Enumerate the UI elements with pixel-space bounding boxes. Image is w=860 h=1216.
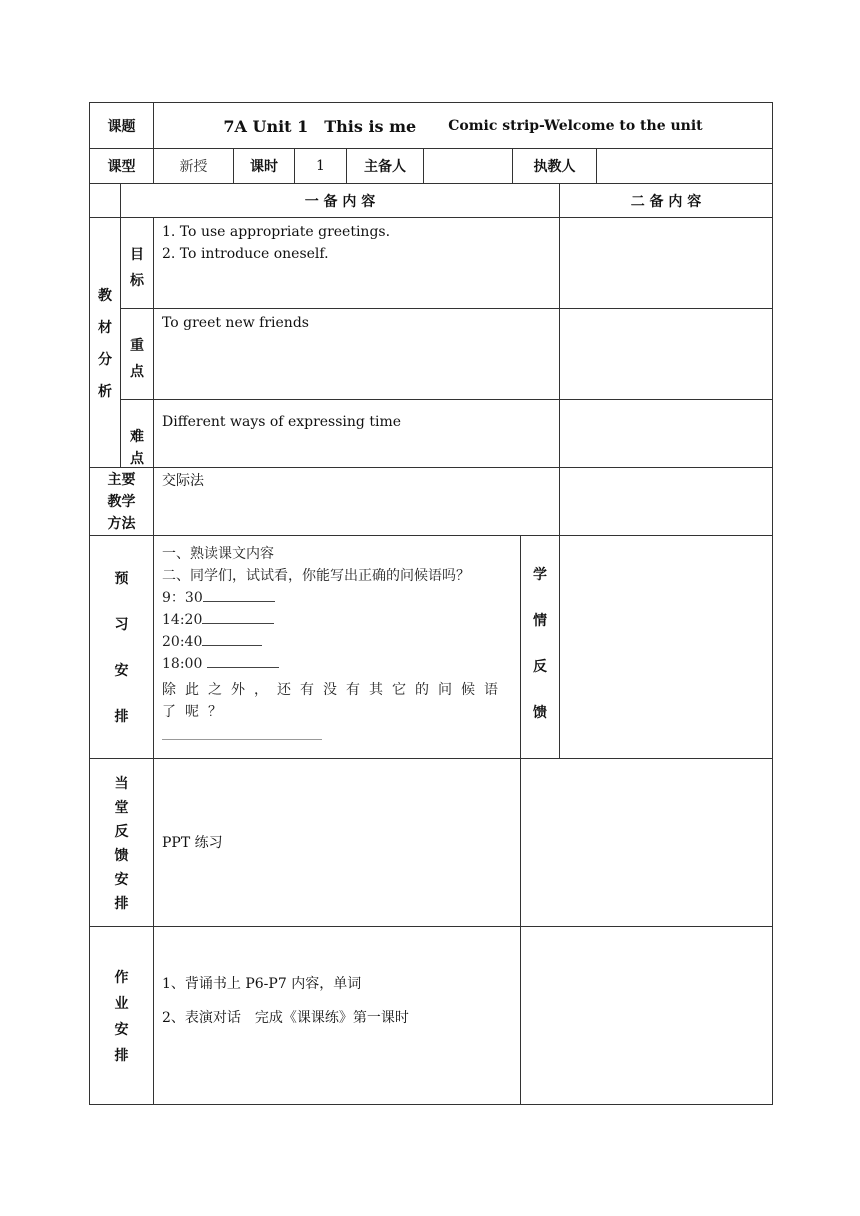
- preview-time: 20:40: [162, 634, 203, 650]
- preview-time: 14:20: [162, 612, 203, 628]
- method-content-cell: [153, 467, 560, 536]
- homework-content-cell: [153, 926, 521, 1105]
- homework-char: 业: [114, 995, 129, 1012]
- method-label-line: 主要: [107, 471, 136, 488]
- preview-line: 除此之外，还有没有其它的问候语了呢？: [162, 682, 507, 720]
- type-value-cell: [153, 148, 234, 184]
- classroom-char: 安: [114, 871, 129, 888]
- difficulty-char: 点: [130, 451, 144, 467]
- homework-char: 安: [114, 1021, 129, 1038]
- classroom-char: 当: [114, 775, 129, 792]
- type-label-cell: [89, 148, 154, 184]
- type-value: 新授: [179, 159, 208, 175]
- key-char: 点: [130, 364, 144, 380]
- topic-label-cell: [89, 102, 154, 149]
- homework-char: 排: [114, 1047, 129, 1064]
- difficulty-content-cell: [153, 399, 560, 468]
- feedback-char: 反: [533, 659, 547, 675]
- preview-answer-row: [162, 725, 512, 747]
- first-prep-heading: 一 备 内 容: [304, 193, 376, 210]
- goal-content-cell: [153, 217, 560, 309]
- analysis-char: 教: [98, 287, 112, 304]
- classroom-char: 堂: [114, 799, 129, 816]
- preview-time: 9：30: [162, 590, 203, 606]
- method-label-cell: [89, 467, 154, 536]
- topic-label: 课题: [107, 118, 136, 135]
- teacher-label-cell: [512, 148, 597, 184]
- key-char: 重: [130, 338, 144, 354]
- goal-line: 1. To use appropriate greetings.: [162, 224, 391, 240]
- preview-char: 排: [114, 709, 129, 725]
- homework-line: 2、表演对话 完成《课课练》第一课时: [162, 1010, 409, 1026]
- difficulty-text: Different ways of expressing time: [162, 414, 401, 430]
- difficulty-char: 难: [130, 429, 144, 445]
- classroom-label-cell: [89, 758, 154, 927]
- preview-time-row: [162, 587, 512, 609]
- preview-line: 一、熟读课文内容: [162, 546, 274, 562]
- goal-second-prep-cell: [559, 217, 773, 309]
- preparer-label-cell: [346, 148, 424, 184]
- classroom-text: PPT 练习: [162, 834, 223, 851]
- homework-char: 作: [114, 969, 129, 986]
- method-label-line: 教学: [107, 493, 136, 510]
- first-prep-heading-cell: [120, 183, 560, 218]
- key-second-prep-cell: [559, 308, 773, 400]
- key-label-cell: [120, 308, 154, 400]
- answer-blank[interactable]: [162, 725, 322, 740]
- feedback-char: 学: [533, 567, 547, 583]
- preview-content-cell: [153, 535, 521, 759]
- feedback-char: 情: [533, 613, 547, 629]
- key-content-cell: [153, 308, 560, 400]
- period-value-cell: [294, 148, 347, 184]
- preview-char: 预: [114, 571, 129, 587]
- homework-line: 1、背诵书上 P6-P7 内容，单词: [162, 976, 362, 992]
- second-prep-heading: 二 备 内 容: [630, 193, 702, 210]
- classroom-content-cell: [153, 758, 521, 927]
- type-label: 课型: [107, 159, 136, 175]
- preview-char: 安: [114, 663, 129, 679]
- analysis-char: 分: [98, 351, 112, 368]
- goal-line: 2. To introduce oneself.: [162, 246, 329, 262]
- classroom-char: 反: [114, 823, 129, 840]
- second-prep-heading-cell: [559, 183, 773, 218]
- feedback-char: 馈: [533, 705, 547, 721]
- classroom-char: 馈: [114, 847, 129, 864]
- teacher-label: 执教人: [533, 159, 576, 175]
- period-label: 课时: [250, 159, 278, 175]
- preview-line: 二、同学们，试试看，你能写出正确的问候语吗？: [162, 568, 470, 584]
- method-label-line: 方法: [107, 515, 136, 532]
- goal-label-cell: [120, 217, 154, 309]
- feedback-content-cell: [559, 535, 773, 759]
- section-heading-blank: [89, 183, 121, 218]
- answer-blank[interactable]: [202, 631, 262, 646]
- period-value: 1: [316, 158, 325, 174]
- analysis-char: 析: [98, 383, 112, 400]
- answer-blank[interactable]: [207, 653, 279, 668]
- preview-time-row: [162, 631, 512, 653]
- topic-unit: 7A Unit 1 This is me: [223, 117, 417, 136]
- teacher-value-cell: [596, 148, 773, 184]
- analysis-char: 材: [98, 319, 112, 336]
- goal-char: 目: [130, 247, 144, 263]
- preparer-value-cell: [423, 148, 513, 184]
- method-text: 交际法: [162, 473, 204, 489]
- classroom-second-prep-cell: [520, 758, 773, 927]
- period-label-cell: [233, 148, 295, 184]
- homework-second-prep-cell: [520, 926, 773, 1105]
- preview-time-row: [162, 609, 512, 631]
- answer-blank[interactable]: [202, 609, 274, 624]
- preview-time: 18:00: [162, 656, 203, 672]
- homework-label-cell: [89, 926, 154, 1105]
- feedback-label-cell: [520, 535, 560, 759]
- topic-value-cell: [153, 102, 773, 149]
- method-second-prep-cell: [559, 467, 773, 536]
- preview-time-row: [162, 653, 512, 675]
- answer-blank[interactable]: [203, 587, 275, 602]
- preview-char: 习: [114, 617, 129, 633]
- topic-subtitle: Comic strip-Welcome to the unit: [448, 117, 703, 134]
- preparer-label: 主备人: [364, 159, 406, 175]
- classroom-char: 排: [114, 895, 129, 912]
- key-text: To greet new friends: [162, 315, 309, 331]
- difficulty-second-prep-cell: [559, 399, 773, 468]
- goal-char: 标: [130, 273, 144, 289]
- difficulty-label-cell: [120, 399, 154, 468]
- analysis-label-cell: [89, 217, 121, 468]
- preview-label-cell: [89, 535, 154, 759]
